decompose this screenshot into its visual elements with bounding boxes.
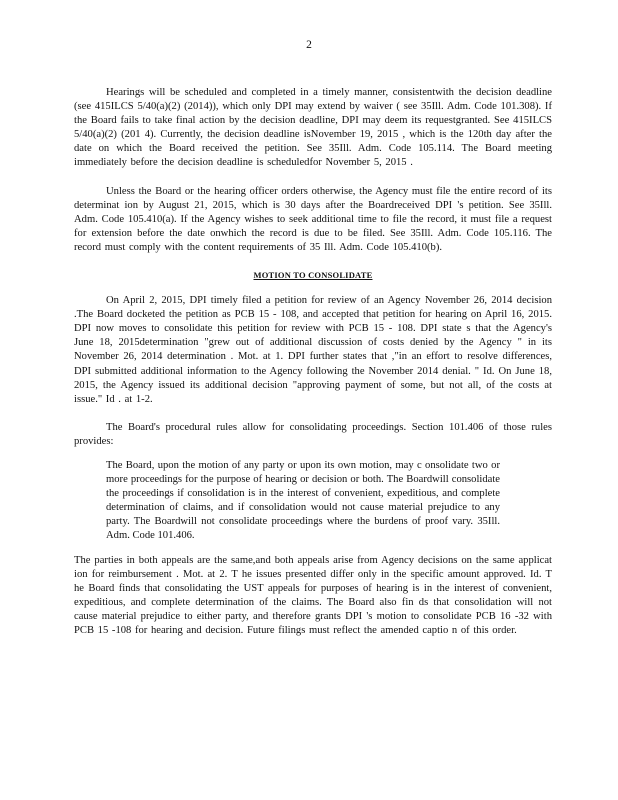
paragraph-record-filing: Unless the Board or the hearing officer orders otherwise, the Agency must file the entire record of its determinat ion by August 21, 2015, which is 30 days after the Boardreceived DPI 's petition. See 35Ill. Adm. Code 105.410(a). If the Agency wishes to seek additional time to file the record, it must file a request for extension before the date onwhich the record is due to be filed. See 35Ill. Adm. Code 105.116. The record must comply with the content requirements of 35 Ill. Adm. Code 105.410(b). bbox=[74, 185, 552, 253]
paragraph-hearings-schedule: Hearings will be scheduled and completed in a timely manner, consistentwith the decision deadline (see 415ILCS 5/40(a)(2) (2014)), which only DPI may extend by waiver ( see 35Ill. Adm. Code 101.308). If the Board fails to take final action by the decision deadline, DPI may deem its requestgranted. See 415ILCS 5/40(a)(2) (201 4). Currently, the decision deadline isNovember 19, 2015 , which is the 120th day after the date on which the Board received the petition. See 35Ill. Adm. Code 105.114. The Board meeting immediately before the decision deadline is scheduledfor November 5, 2015 . bbox=[74, 87, 552, 169]
page-number: 2 bbox=[306, 39, 312, 51]
document-body bbox=[74, 86, 552, 638]
paragraph-ruling: The parties in both appeals are the same,and both appeals arise from Agency decisions on the same applicat ion for reimbursement . Mot. at 2. T he issues presented differ only in the specific amount approved. Id. T he Board finds that consolidating the UST appeals for purposes of hearing is in the interest of convenient, expeditious, and complete determination of the claims. The Board also fin ds that consolidation will not cause material prejudice to either party, and therefore grants DPI 's motion to consolidate PCB 16 -32 with PCB 15 -108 for hearing and decision. Future filings must reflect the amended captio n of this order. bbox=[74, 554, 552, 636]
paragraph-procedural-rules: The Board's procedural rules allow for consolidating proceedings. Section 101.406 of those rules provides: bbox=[74, 421, 552, 447]
paragraph-background: On April 2, 2015, DPI timely filed a petition for review of an Agency November 26, 2014 decision .The Board docketed the petition as PCB 15 - 108, and accepted that petition for hearing on April 16, 2015. DPI now moves to consolidate this petition for review with PCB 15 - 108. DPI state s that the Agency's June 18, 2015determination "grew out of additional discussion of costs denied by the Agency " in its November 26, 2014 determination . Mot. at 1. DPI further states that ,"in an effort to resolve differences, DPI submitted additional information to the Agency following the November 2014 denial. " Id. On June 18, 2015, the Agency issued its additional decision "approving payment of some, but not all, of the costs at issue." Id . at 1-2. bbox=[74, 295, 552, 405]
section-heading-motion-to-consolidate: MOTION TO CONSOLIDATE bbox=[253, 270, 373, 281]
block-quote-section-101-406: The Board, upon the motion of any party or upon its own motion, may c onsolidate two or more proceedings for the purpose of hearing or decision or both. The Boardwill consolidate the proceedings if consolidation is in the interest of convenient, expeditious, and complete determination of claims, and if consolidation would not cause material prejudice to any party. The Boardwill not consolidate proceedings where the burdens of proof vary. 35Ill. Adm. Code 101.406. bbox=[106, 459, 500, 542]
